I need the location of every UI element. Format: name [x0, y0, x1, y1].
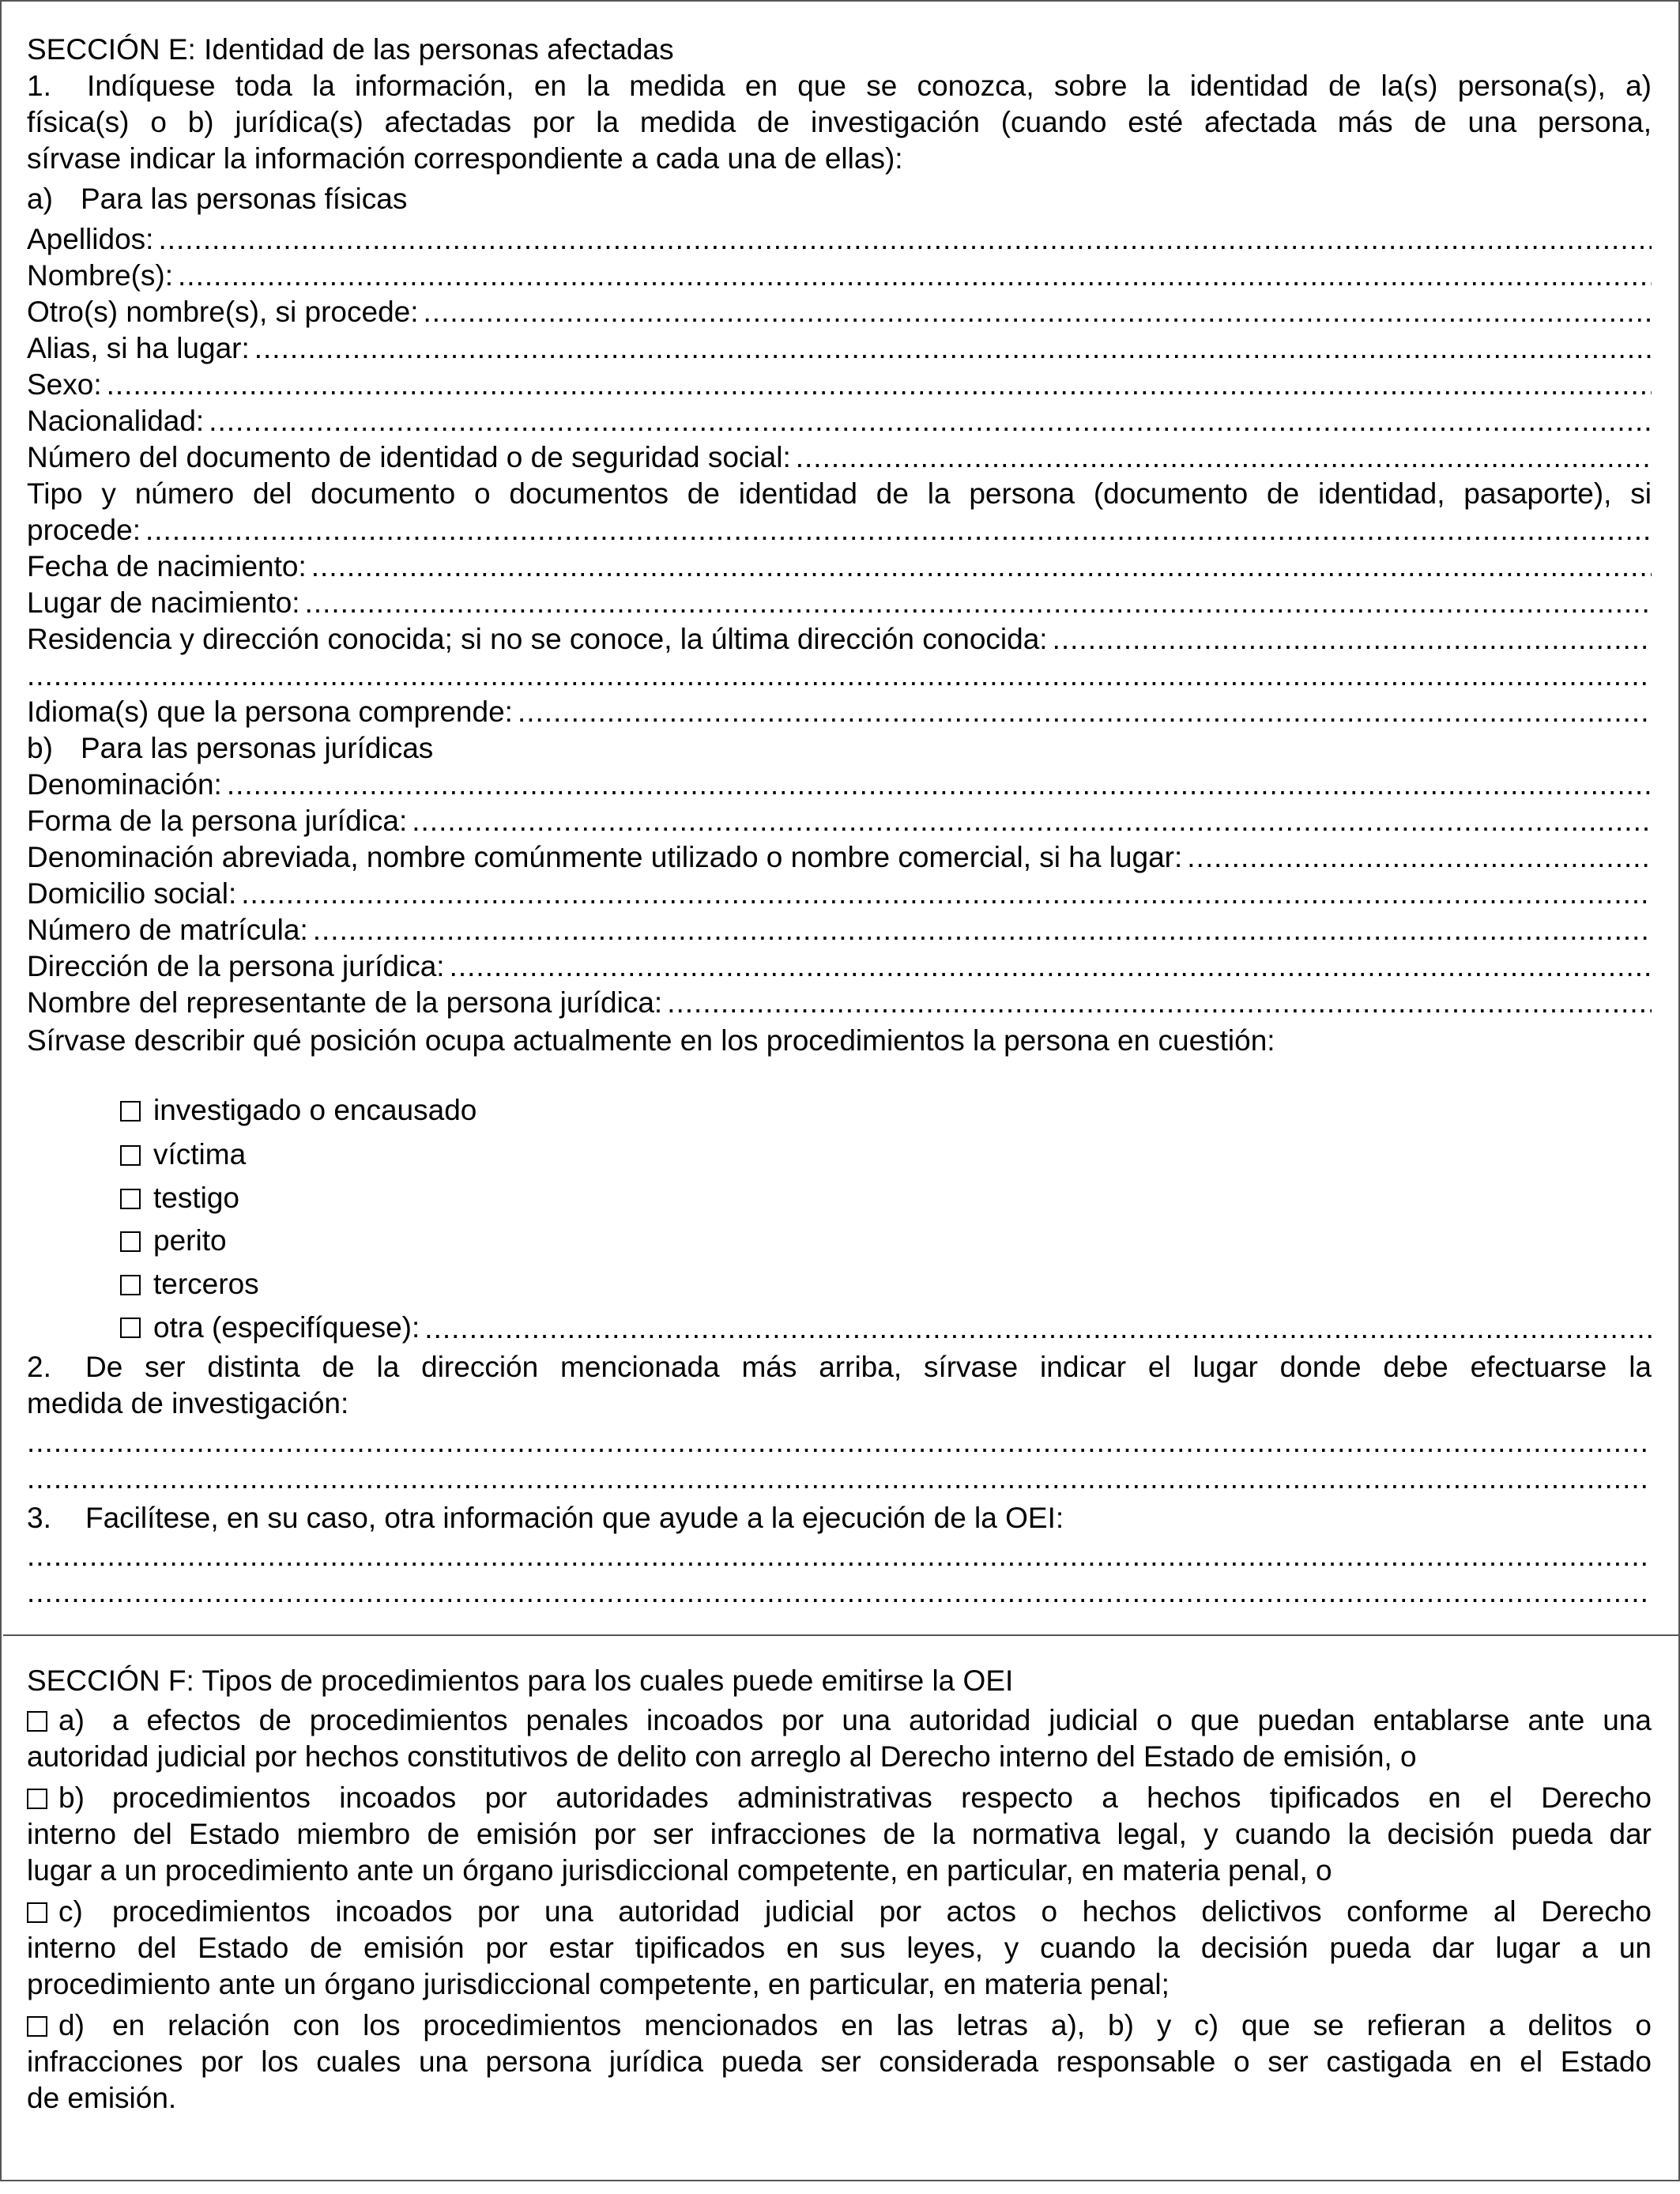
- residence-field[interactable]: Residencia y dirección conocida; si no se conoce, la última dirección conocida: .....: [27, 621, 1652, 658]
- legal-heading: b) Para las personas jurídicas: [27, 732, 434, 764]
- option-other[interactable]: otra (especifíquese): .....: [120, 1310, 1652, 1346]
- doc-type-label: Tipo y número del documento o documentos de identidad de la persona (documento de identidad, pasaporte), si: [27, 477, 1652, 510]
- legal-form-field[interactable]: Forma de la persona jurídica: .....: [27, 803, 1652, 839]
- checkbox[interactable]: [120, 1318, 141, 1338]
- representative-field[interactable]: Nombre del representante de la persona jurídica: .....: [27, 985, 1652, 1021]
- item3-field-line2[interactable]: [27, 1574, 1652, 1611]
- birth-date-field[interactable]: Fecha de nacimiento: .....: [27, 548, 1652, 585]
- item3-label: 3. Facilítese, en su caso, otra información que ayude a la ejecución de la OEI:: [27, 1502, 1064, 1534]
- option-witness[interactable]: testigo: [120, 1180, 1652, 1216]
- checkbox[interactable]: [27, 1902, 47, 1923]
- option-b-line1[interactable]: b) procedimientos incoados por autoridades administrativas respecto a hechos tipificados en el Derecho: [27, 1780, 1652, 1816]
- section-e: [3, 2, 1680, 1636]
- registration-number-field[interactable]: Número de matrícula: .....: [27, 912, 1652, 948]
- option-d-line1[interactable]: d) en relación con los procedimientos mencionados en las letras a), b) y c) que se refieran a delitos o: [27, 2007, 1652, 2044]
- surname-field[interactable]: Apellidos: .....: [27, 221, 1652, 258]
- registered-office-field[interactable]: Domicilio social: .....: [27, 876, 1652, 912]
- section-f-title: SECCIÓN F: Tipos de procedimientos para los cuales puede emitirse la OEI: [27, 1664, 1014, 1697]
- item1-line2: física(s) o b) jurídica(s) afectadas por la medida de investigación (cuando esté afectada más de una persona,: [27, 106, 1652, 138]
- item1-line3: sírvase indicar la información correspondiente a cada una de ellas):: [27, 142, 903, 175]
- option-c-line1[interactable]: c) procedimientos incoados por una autoridad judicial por actos o hechos delictivos conforme al Derecho: [27, 1894, 1652, 1930]
- natural-heading: a) Para las personas físicas: [27, 183, 408, 215]
- option-third-parties[interactable]: terceros: [120, 1266, 1652, 1302]
- item2-line1: 2. De ser distinta de la dirección mencionada más arriba, sírvase indicar el lugar donde debe efectuarse la: [27, 1351, 1652, 1383]
- other-names-field[interactable]: Otro(s) nombre(s), si procede: .....: [27, 294, 1652, 330]
- residence-field-continued[interactable]: [27, 658, 1652, 694]
- position-question: Sírvase describir qué posición ocupa actualmente en los procedimientos la persona en cuestión:: [27, 1024, 1275, 1057]
- item1-number: 1.: [27, 70, 51, 102]
- item1-line1: 1. Indíquese toda la información, en la medida en que se conozca, sobre la identidad de la(s) persona(s), a): [27, 68, 1652, 104]
- section-e-title: SECCIÓN E: Identidad de las personas afectadas: [27, 33, 674, 66]
- checkbox[interactable]: [120, 1275, 141, 1295]
- option-a-line1[interactable]: a) a efectos de procedimientos penales incoados por una autoridad judicial o que puedan entablarse ante una: [27, 1702, 1652, 1739]
- checkbox[interactable]: [120, 1231, 141, 1252]
- doc-type-field[interactable]: procede: .....: [27, 512, 1652, 548]
- legal-address-field[interactable]: Dirección de la persona jurídica: .....: [27, 948, 1652, 985]
- option-b-line3: lugar a un procedimiento ante un órgano jurisdiccional competente, en particular, en materia penal, o: [27, 1854, 1332, 1887]
- item2-line2: medida de investigación:: [27, 1387, 349, 1419]
- denomination-field[interactable]: Denominación: .....: [27, 767, 1652, 803]
- checkbox[interactable]: [27, 1789, 47, 1809]
- option-c-line2: interno del Estado de emisión por estar tipificados en sus leyes, y cuando la decisión pueda dar lugar a un: [27, 1932, 1652, 1964]
- nationality-field[interactable]: Nacionalidad: .....: [27, 403, 1652, 439]
- languages-field[interactable]: Idioma(s) que la persona comprende: .....: [27, 694, 1652, 730]
- checkbox[interactable]: [27, 2016, 47, 2037]
- checkbox[interactable]: [120, 1101, 141, 1122]
- checkbox[interactable]: [27, 1711, 47, 1732]
- item2-field-line2[interactable]: [27, 1461, 1652, 1497]
- item3-field-line1[interactable]: [27, 1538, 1652, 1574]
- option-expert[interactable]: perito: [120, 1223, 1652, 1259]
- checkbox[interactable]: [120, 1189, 141, 1209]
- option-d-line2: infracciones por los cuales una persona jurídica pueda ser considerada responsable o ser castigada en el Estado: [27, 2045, 1652, 2078]
- option-d-line3: de emisión.: [27, 2082, 177, 2114]
- option-investigated[interactable]: investigado o encausado: [120, 1092, 1652, 1129]
- item2-field-line1[interactable]: [27, 1424, 1652, 1461]
- option-a-line2: autoridad judicial por hechos constitutivos de delito con arreglo al Derecho interno del Estado de emisión, o: [27, 1740, 1417, 1773]
- option-b-line2: interno del Estado miembro de emisión por ser infracciones de la normativa legal, y cuando la decisión pueda dar: [27, 1818, 1652, 1850]
- option-c-line3: procedimiento ante un órgano jurisdiccional competente, en particular, en materia penal;: [27, 1968, 1170, 2000]
- option-victim[interactable]: víctima: [120, 1137, 1652, 1173]
- short-name-field[interactable]: Denominación abreviada, nombre comúnmente utilizado o nombre comercial, si ha lugar: .....: [27, 839, 1652, 876]
- birth-place-field[interactable]: Lugar de nacimiento: .....: [27, 585, 1652, 621]
- sex-field[interactable]: Sexo: .....: [27, 367, 1652, 403]
- section-f: [3, 1636, 1680, 2180]
- checkbox[interactable]: [120, 1145, 141, 1166]
- other-specify-field[interactable]: [424, 1310, 1652, 1347]
- name-field[interactable]: Nombre(s): .....: [27, 258, 1652, 294]
- alias-field[interactable]: Alias, si ha lugar: .....: [27, 330, 1652, 367]
- id-number-field[interactable]: Número del documento de identidad o de seguridad social: .....: [27, 439, 1652, 476]
